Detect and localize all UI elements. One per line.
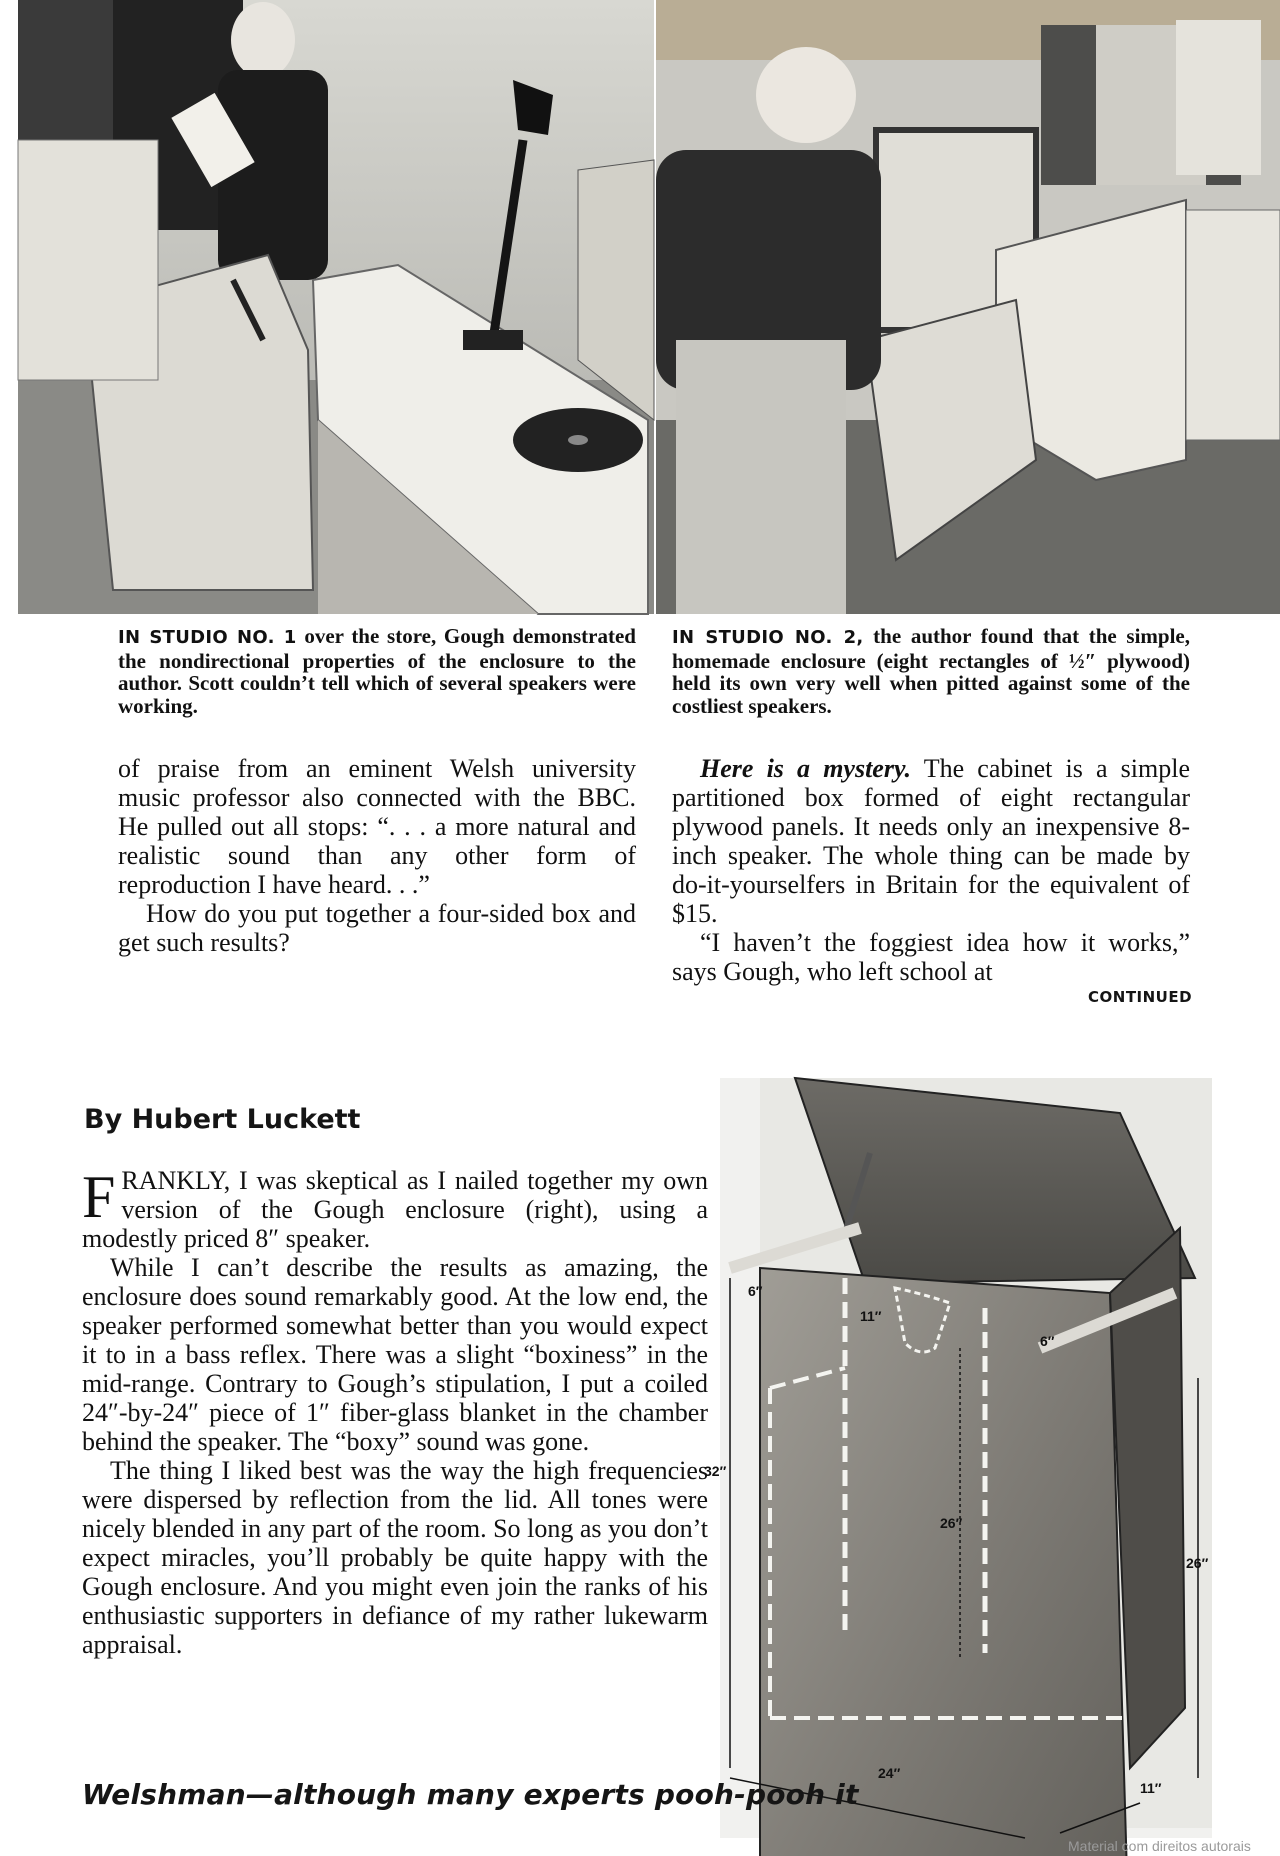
mystery-subhead: Here is a mystery. xyxy=(700,754,912,783)
enclosure-diagram xyxy=(704,1078,1212,1838)
dim-middle-width: 11″ xyxy=(860,1308,882,1324)
article-left-column xyxy=(118,754,636,957)
enclosure-drawing xyxy=(704,1078,1212,1838)
studio-1-illustration xyxy=(18,0,654,614)
studio-1-photo xyxy=(18,0,654,614)
dim-width: 24″ xyxy=(878,1765,901,1781)
sidebar-paragraph-1 xyxy=(82,1166,708,1253)
dim-depth: 11″ xyxy=(1140,1780,1162,1796)
studio-1-caption-lead: IN STUDIO NO. 1 xyxy=(118,627,297,648)
continued-label: CONTINUED xyxy=(1088,988,1193,1006)
article-right-paragraph-2: “I haven’t the foggiest idea how it works,” says Gough, who left school at xyxy=(672,928,1190,986)
dim-partition-height: 26″ xyxy=(940,1515,963,1531)
article-right-paragraph-1: The cabinet is a simple partitioned box formed of eight rectangular plywood panels. It needs only an inexpensive 8-inch speaker. The whole thing can be made by do-it-yourselfers in Britain for the equivalent of $15. xyxy=(672,754,1190,928)
studio-2-illustration xyxy=(656,0,1280,614)
dim-left-width: 6″ xyxy=(748,1283,763,1299)
copyright-watermark: Material com direitos autorais xyxy=(1068,1838,1251,1854)
studio-2-caption xyxy=(672,625,1190,717)
sidebar-body xyxy=(82,1166,708,1659)
studio-1-caption xyxy=(118,625,636,717)
studio-2-photo xyxy=(656,0,1280,614)
dim-side-height: 26″ xyxy=(1186,1555,1209,1571)
tagline: Welshman—although many experts pooh-pooh it xyxy=(82,1778,859,1811)
sidebar-paragraph-3: The thing I liked best was the way the high frequencies were dispersed by reflection from the lid. All tones were nicely blended in any part of the room. So long as you don’t expect miracles, you’ll probably be quite happy with the Gough enclosure. And you might even join the ranks of his enthusiastic supporters in defiance of my rather lukewarm appraisal. xyxy=(82,1456,708,1659)
byline: By Hubert Luckett xyxy=(84,1104,361,1135)
article-right-column xyxy=(672,754,1190,986)
drop-cap: F xyxy=(82,1164,116,1230)
sidebar-paragraph-1-text: RANKLY, I was skeptical as I nailed together my own version of the Gough enclosure (right), using a modestly priced 8″ speaker. xyxy=(82,1166,708,1253)
article-left-paragraph-2: How do you put together a four-sided box and get such results? xyxy=(118,899,636,957)
article-left-paragraph-1: of praise from an eminent Welsh university music professor also connected with the BBC. He pulled out all stops: “. . . a more natural and realistic sound than any other form of reproduction I have heard. . .” xyxy=(118,754,636,899)
studio-2-caption-text: the author found that the simple, homemade enclosure (eight rectangles of ½″ plywood) held its own very well when pitted against some of the costliest speakers. xyxy=(672,624,1190,718)
studio-1-caption-text: over the store, Gough demonstrated the nondirectional properties of the enclosure to the author. Scott couldn’t tell which of several speakers were working. xyxy=(118,624,636,718)
dim-total-height: 32″ xyxy=(704,1463,727,1479)
sidebar-paragraph-2: While I can’t describe the results as amazing, the enclosure does sound remarkably good. At the low end, the speaker performed somewhat better than you would expect it to in a bass reflex. There was a slight “boxiness” in the mid-range. Contrary to Gough’s stipulation, I put a coiled 24″-by-24″ piece of 1″ fiber-glass blanket in the chamber behind the speaker. The “boxy” sound was gone. xyxy=(82,1253,708,1456)
dim-right-width: 6″ xyxy=(1040,1333,1055,1349)
studio-2-caption-lead: IN STUDIO NO. 2, xyxy=(672,627,864,648)
